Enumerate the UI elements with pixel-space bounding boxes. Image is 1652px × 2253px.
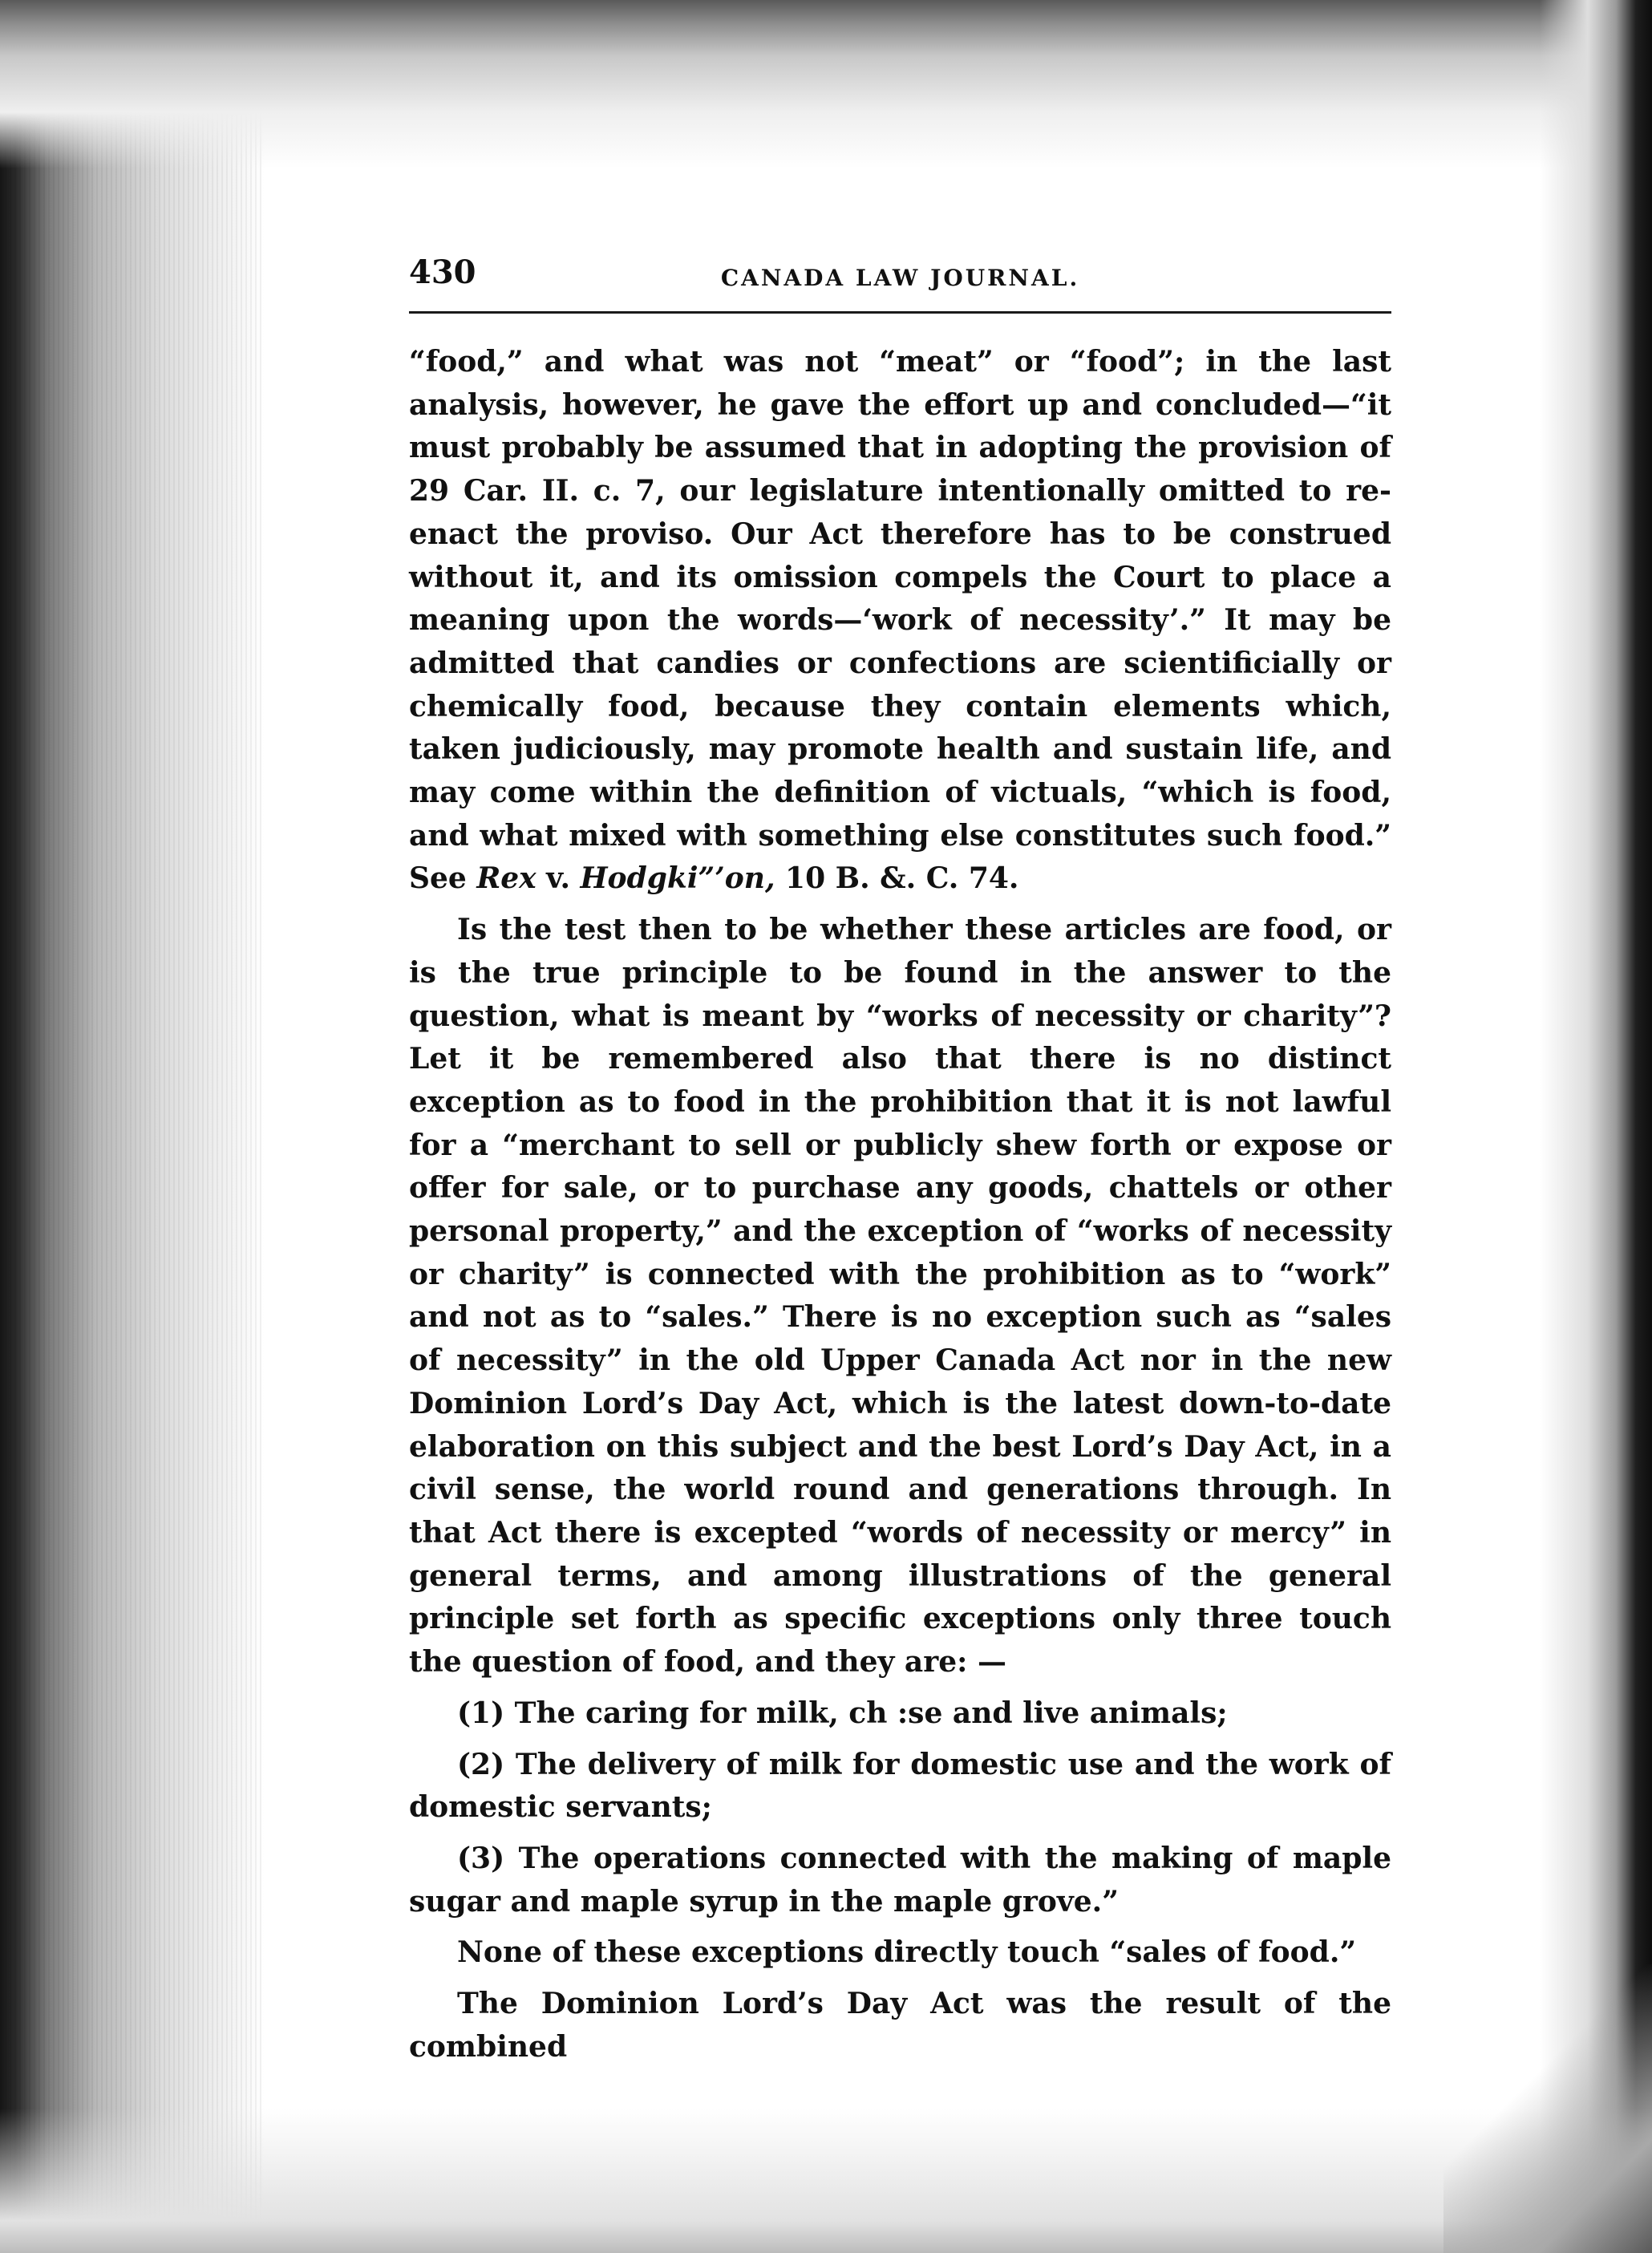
article-body	[409, 341, 1391, 2069]
paragraph: Is the test then to be whether these articles are food, or is the true principle to be found in the answer to the question, what is meant by “works of necessity or charity”? Let it be remembered also that there is no distinct exception as to food in the prohibition that it is not lawful for a “merchant to sell or publicly shew forth or expose or offer for sale, or to purchase any goods, chattels or other personal property,” and the exception of “works of necessity or charity” is connected with the prohibition as to “work” and not as to “sales.” There is no exception such as “sales of necessity” in the old Upper Canada Act nor in the new Dominion Lord’s Day Act, which is the latest down-to-date elaboration on this subject and the best Lord’s Day Act, in a civil sense, the world round and generations through. In that Act there is excepted “words of necessity or mercy” in general terms, and among illustrations of the general principle set forth as specific exceptions only three touch the question of food, and they are: —	[409, 913, 1391, 1680]
page-number: 430	[409, 253, 476, 291]
exception-item-3: (3) The operations connected with the making of maple sugar and maple syrup in the maple grove.”	[409, 1841, 1391, 1919]
scan-bottom-edge	[0, 2109, 1652, 2253]
page-header	[409, 249, 1391, 297]
case-party: Hodgki”’on,	[580, 861, 775, 896]
case-versus: v.	[536, 861, 581, 896]
scan-top-edge	[0, 0, 1652, 168]
header-rule	[409, 311, 1391, 314]
exception-item-1: (1) The caring for milk, ch :se and live animals;	[457, 1696, 1228, 1730]
case-citation: 10 B. &. C. 74.	[775, 861, 1019, 896]
paragraph: None of these exceptions directly touch “sales of food.”	[457, 1935, 1357, 1970]
paragraph-continued	[409, 341, 1391, 901]
paragraph: The Dominion Lord’s Day Act was the result of the combined	[409, 1987, 1391, 2064]
scan-corner-shadow	[1443, 1964, 1652, 2253]
scan-binding-shadow	[0, 0, 265, 2253]
journal-page	[409, 249, 1391, 2064]
case-name: Rex	[476, 861, 536, 896]
exception-item-2: (2) The delivery of milk for domestic use and the work of domestic servants;	[409, 1747, 1391, 1825]
running-head: CANADA LAW JOURNAL.	[720, 265, 1080, 291]
scan-right-edge	[1540, 0, 1652, 2253]
paragraph-text: “food,” and what was not “meat” or “food”; in the last analysis, however, he gave the effort up and concluded—“it must probably be assumed that in adopting the provision of 29 Car. II. c. 7, our legislature intentionally omitted to re-enact the proviso. Our Act therefore has to be construed without it, and its omission compels the Court to place a meaning upon the words—‘work of necessity’.” It may be admitted that candies or confections are scientificially or chemically food, because they contain elements which, taken judiciously, may promote health and sustain life, and may come within the definition of victuals, “which is food, and what mixed with something else constitutes such food.” See	[409, 345, 1391, 896]
